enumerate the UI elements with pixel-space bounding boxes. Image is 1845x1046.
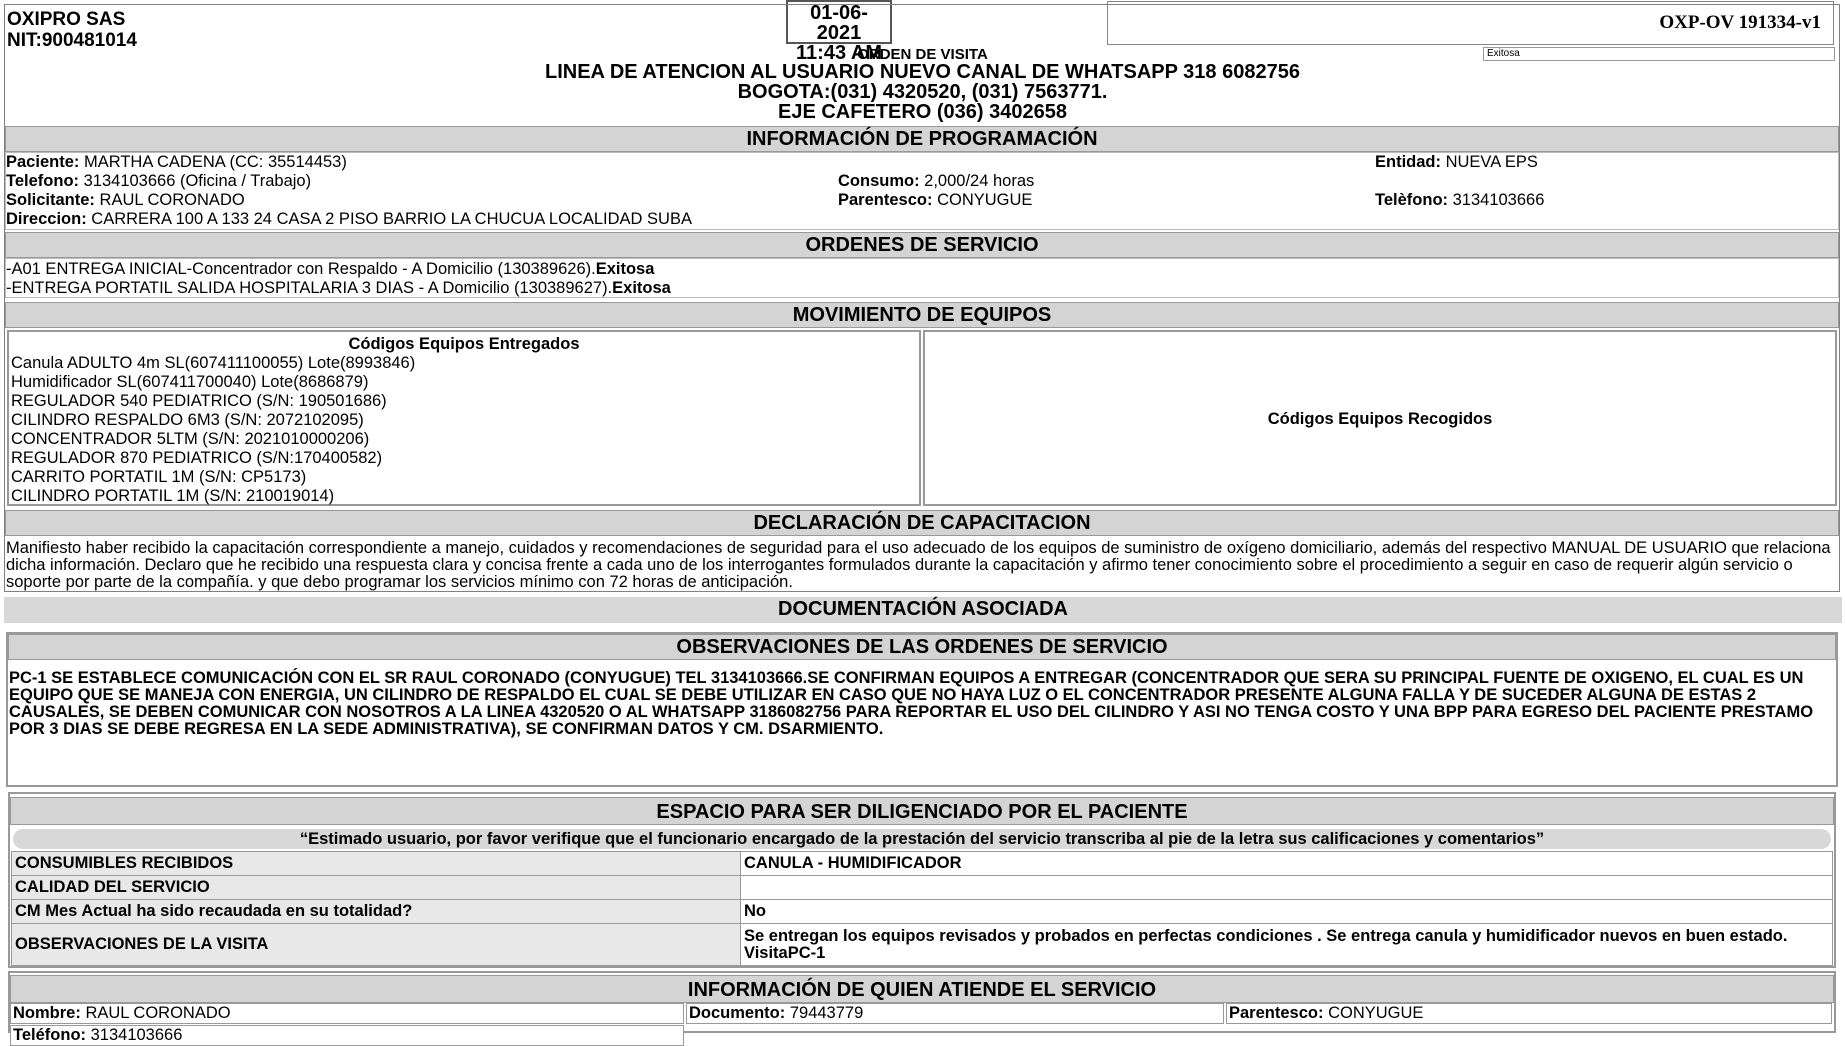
paciente-section-header: ESPACIO PARA SER DILIGENCIADO POR EL PACIENTE xyxy=(10,797,1834,825)
equipos-entregados-title: Códigos Equipos Entregados xyxy=(348,335,580,353)
equipo-item: CILINDRO RESPALDO 6M3 (S/N: 2072102095) xyxy=(11,411,364,429)
row-label: CALIDAD DEL SERVICIO xyxy=(12,876,741,900)
paciente-table xyxy=(11,851,1833,966)
movimiento-header: MOVIMIENTO DE EQUIPOS xyxy=(5,302,1839,328)
equipo-item: CONCENTRADOR 5LTM (S/N: 2021010000206) xyxy=(11,430,370,448)
attention-line-3: EJE CAFETERO (036) 3402658 xyxy=(777,101,1068,123)
equipo-item: REGULADOR 870 PEDIATRICO (S/N:170400582) xyxy=(11,449,383,467)
paciente-field: Paciente: MARTHA CADENA (CC: 35514453) xyxy=(6,153,347,171)
atiende-telefono: Teléfono: 3134103666 xyxy=(10,1025,684,1046)
company-nit: NIT:900481014 xyxy=(7,30,137,51)
parentesco-field: Parentesco: CONYUGUE xyxy=(838,191,1033,209)
attention-lines xyxy=(0,62,1845,122)
row-label: CONSUMIBLES RECIBIDOS xyxy=(12,852,741,876)
solicitante-field: Solicitante: RAUL CORONADO xyxy=(6,191,245,209)
orden-item: -A01 ENTREGA INICIAL-Concentrador con Respaldo - A Domicilio (130389626).Exitosa xyxy=(6,260,655,278)
table-row xyxy=(12,924,1833,966)
equipo-item: Humidificador SL(607411700040) Lote(8686879) xyxy=(11,373,369,391)
row-value: CANULA - HUMIDIFICADOR xyxy=(741,852,1833,876)
observaciones-text: PC-1 SE ESTABLECE COMUNICACIÓN CON EL SR RAUL CORONADO (CONYUGUE) TEL 3134103666.SE CONFIRMAN EQUIPOS A ENTREGAR (CONCENTRADOR QUE SERA SU PRINCIPAL FUENTE DE OXIGENO, EL CUAL ES UN EQUIPO QUE SE MANEJA CON ENERGIA, UN CILINDRO DE RESPALDO EL CUAL SE DEBE UTILIZAR EN CASO QUE NO HAYA LUZ O EL CONCENTRADOR PRESENTE ALGUNA FALLA Y DE SUCEDER ALGUNA DE ESTAS 2 CAUSALES, SE DEBEN COMUNICAR CON NOSOTROS A LA LINEA 4320520 O AL WHATSAPP 3186082756 PARA REPORTAR EL USO DEL CILINDRO Y ASI NO TENGA COSTO Y UNA BPP PARA EGRESO DEL PACIENTE PRESTAMO POR 3 DIAS SE DEBE REGRESA EN LA SEDE ADMINISTRATIVA), SE CONFIRMAN DATOS Y CM. DSARMIENTO. xyxy=(9,669,1814,738)
row-label: OBSERVACIONES DE LA VISITA xyxy=(12,924,741,966)
table-row xyxy=(12,876,1833,900)
equipos-entregados-list xyxy=(9,354,919,506)
row-label: CM Mes Actual ha sido recaudada en su totalidad? xyxy=(12,900,741,924)
orden-status: Exitosa xyxy=(595,260,655,278)
visit-time: 11:43 AM xyxy=(796,42,882,64)
table-row xyxy=(12,852,1833,876)
row-value: No xyxy=(741,900,1833,924)
document-title: ORDEN DE VISITA xyxy=(857,46,988,63)
visit-date: 01-06-2021 xyxy=(810,2,868,44)
telefono2-field: Telèfono: 3134103666 xyxy=(1375,191,1545,209)
equipos-recogidos-title: Códigos Equipos Recogidos xyxy=(1267,410,1493,428)
datetime-box xyxy=(786,0,892,64)
direccion-field: Direccion: CARRERA 100 A 133 24 CASA 2 PISO BARRIO LA CHUCUA LOCALIDAD SUBA xyxy=(6,210,692,228)
table-row xyxy=(12,900,1833,924)
telefono-field: Telefono: 3134103666 (Oficina / Trabajo) xyxy=(6,172,312,190)
equipo-item: CARRITO PORTATIL 1M (S/N: CP5173) xyxy=(11,468,307,486)
programacion-header: INFORMACIÓN DE PROGRAMACIÓN xyxy=(5,126,1839,152)
capacitacion-header: DECLARACIÓN DE CAPACITACION xyxy=(5,510,1839,536)
attention-line-1: LINEA DE ATENCION AL USUARIO NUEVO CANAL DE WHATSAPP 318 6082756 xyxy=(545,61,1300,83)
order-status: Exitosa xyxy=(1483,47,1835,61)
orden-item: -ENTREGA PORTATIL SALIDA HOSPITALARIA 3 DIAS - A Domicilio (130389627).Exitosa xyxy=(6,279,671,297)
company-name: OXIPRO SAS xyxy=(7,9,126,30)
capacitacion-text: Manifiesto haber recibido la capacitación correspondiente a manejo, cuidados y recomendaciones de seguridad para el uso adecuado de los equipos de suministro de oxígeno domiciliario, además del respectivo MANUAL DE USUARIO que relaciona dicha información. Declaro que he recibido una respuesta clara y concisa frente a cada uno de los interrogantes formulados durante la capacitación y afirmo tener conocimiento sobre el procedimiento a seguir en caso de requerir algún servicio o soporte por parte de la compañía. y que debo programar los servicios mínimo con 72 horas de anticipación. xyxy=(6,539,1831,591)
equipo-item: Canula ADULTO 4m SL(607411100055) Lote(8993846) xyxy=(11,354,416,372)
equipo-item: CILINDRO PORTATIL 1M (S/N: 210019014) xyxy=(11,487,335,505)
row-value: Se entregan los equipos revisados y probados en perfectas condiciones . Se entrega canula y humidificador nuevos en buen estado. VisitaPC-1 xyxy=(741,924,1833,966)
row-value xyxy=(741,876,1833,900)
equipos-entregados-panel xyxy=(7,330,921,506)
equipo-item: REGULADOR 540 PEDIATRICO (S/N: 190501686) xyxy=(11,392,387,410)
company-block xyxy=(7,9,137,51)
atiende-nombre: Nombre: RAUL CORONADO xyxy=(10,1003,684,1024)
attention-line-2: BOGOTA:(031) 4320520, (031) 7563771. xyxy=(737,81,1108,103)
ordenes-header: ORDENES DE SERVICIO xyxy=(5,232,1839,258)
atiende-documento: Documento: 79443779 xyxy=(686,1003,1224,1024)
paciente-quote: “Estimado usuario, por favor verifique que el funcionario encargado de la prestación del servicio transcriba al pie de la letra sus calificaciones y comentarios” xyxy=(13,829,1831,849)
consumo-field: Consumo: 2,000/24 horas xyxy=(838,172,1035,190)
atiende-header: INFORMACIÓN DE QUIEN ATIENDE EL SERVICIO xyxy=(10,975,1834,1003)
atiende-parentesco: Parentesco: CONYUGUE xyxy=(1226,1003,1832,1024)
equipos-recogidos-panel xyxy=(923,330,1837,506)
orden-status: Exitosa xyxy=(612,279,671,297)
order-code: OXP-OV 191334-v1 xyxy=(1107,1,1834,45)
documentacion-header: DOCUMENTACIÓN ASOCIADA xyxy=(4,597,1842,623)
entidad-field: Entidad: NUEVA EPS xyxy=(1375,153,1538,171)
observaciones-header: OBSERVACIONES DE LAS ORDENES DE SERVICIO xyxy=(8,634,1836,660)
